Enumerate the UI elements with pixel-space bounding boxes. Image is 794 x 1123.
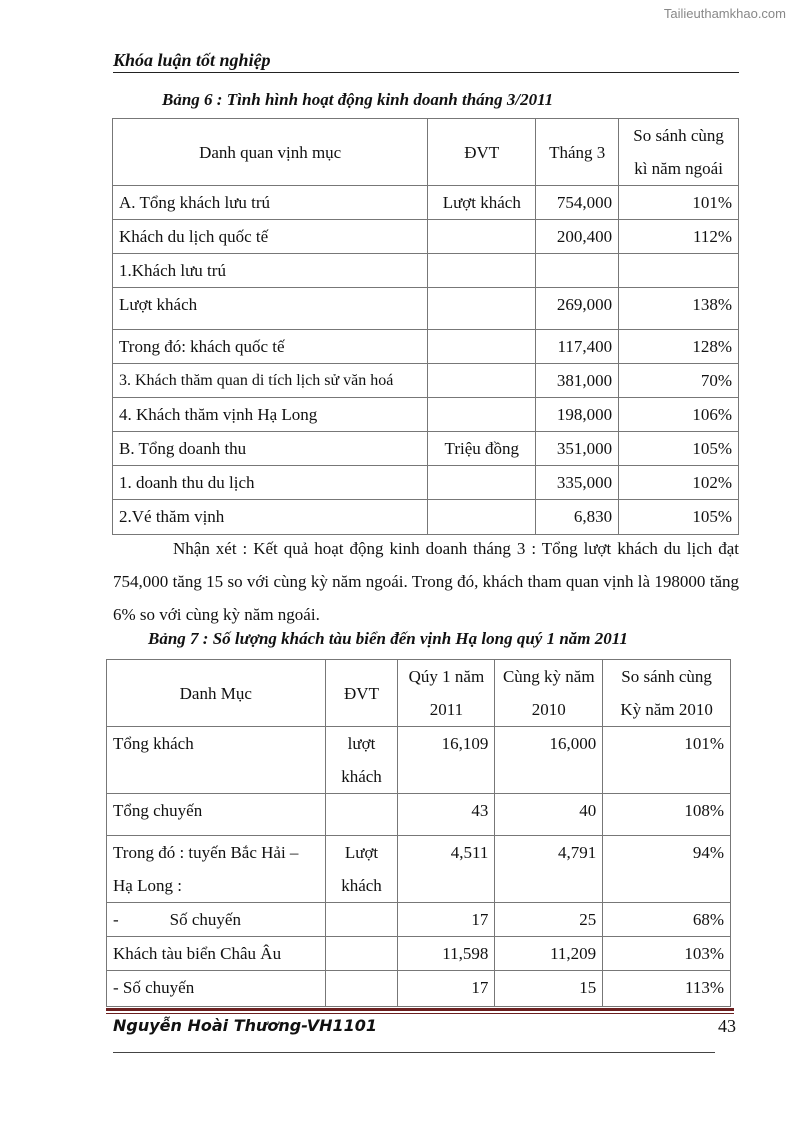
table-cell: Lượt khách [113,288,428,330]
table-cell: 68% [603,903,731,937]
page-number: 43 [718,1016,736,1036]
footer-rule-thin [106,1013,734,1014]
running-header: Khóa luận tốt nghiệp [113,50,271,70]
table-cell: 105% [619,500,739,535]
table-cell: 4,511 [398,836,495,903]
table-header-row [107,660,731,727]
table-cell: 70% [619,364,739,398]
footer-bottom-rule [113,1052,715,1053]
table-row [113,220,739,254]
table-cell: 381,000 [536,364,619,398]
header-cell: ĐVT [325,660,398,727]
table7-caption: Bảng 7 : Số lượng khách tàu biển đến vịnh Hạ long quý 1 năm 2011 [148,629,628,648]
table-cell: Trong đó: khách quốc tế [113,330,428,364]
table-cell: 17 [398,903,495,937]
table-cell: 43 [398,794,495,836]
table-cell: Trong đó : tuyến Bắc Hải – Hạ Long : [107,836,326,903]
table-cell [428,220,536,254]
table-row [113,330,739,364]
header-cell: Danh Mục [107,660,326,727]
table-cell [619,254,739,288]
table-cell: 101% [619,186,739,220]
table-cell: 128% [619,330,739,364]
table-row [113,500,739,535]
table-row [113,466,739,500]
table-row [113,432,739,466]
header-cell: Tháng 3 [536,119,619,186]
table-cell: 94% [603,836,731,903]
table-cell [428,364,536,398]
table-cell: Triệu đồng [428,432,536,466]
table-cell: 269,000 [536,288,619,330]
table-cell [428,288,536,330]
table-row [113,254,739,288]
table-cell: Khách tàu biển Châu Âu [107,937,326,971]
table-row [113,364,739,398]
table-cell: Khách du lịch quốc tế [113,220,428,254]
table-cell [428,330,536,364]
table-cell: Lượt khách [325,836,398,903]
table6-caption: Bảng 6 : Tình hình hoạt động kinh doanh tháng 3/2011 [162,90,554,109]
header-cell: So sánh cùng kì năm ngoái [619,119,739,186]
table-cell: 200,400 [536,220,619,254]
table-cell: 113% [603,971,731,1007]
table-header-row [113,119,739,186]
table-cell: 117,400 [536,330,619,364]
table-row [113,288,739,330]
table-cell: 16,109 [398,727,495,794]
table-cell: Tổng khách [107,727,326,794]
table-cell: 108% [603,794,731,836]
table-cell [536,254,619,288]
table-cell: 2.Vé thăm vịnh [113,500,428,535]
table-cell [325,937,398,971]
footer-author: Nguyễn Hoài Thương-VH1101 [113,1016,378,1035]
header-cell: Cùng kỳ năm 2010 [495,660,603,727]
table-cell: 15 [495,971,603,1007]
header-cell: Danh quan vịnh mục [113,119,428,186]
table-cell: 16,000 [495,727,603,794]
header-cell: ĐVT [428,119,536,186]
table-cell: 4,791 [495,836,603,903]
header-cell: Qúy 1 năm 2011 [398,660,495,727]
header-cell: So sánh cùng Kỳ năm 2010 [603,660,731,727]
table-cell: 198,000 [536,398,619,432]
table-cell [428,398,536,432]
table7 [106,659,731,1007]
table-cell: Tổng chuyến [107,794,326,836]
footer-rule [106,1008,734,1011]
table-cell: 335,000 [536,466,619,500]
table-cell: 106% [619,398,739,432]
table-cell [325,971,398,1007]
table-row [107,836,731,903]
table-cell: 25 [495,903,603,937]
table-row [107,903,731,937]
table-cell: lượt khách [325,727,398,794]
table-row [113,186,739,220]
table-cell: 1.Khách lưu trú [113,254,428,288]
table-cell: 101% [603,727,731,794]
table-cell: 103% [603,937,731,971]
table-row [113,398,739,432]
commentary-paragraph: Nhận xét : Kết quả hoạt động kinh doanh tháng 3 : Tổng lượt khách du lịch đạt 754,000 tăng 15 so với cùng kỳ năm ngoái. Trong đó, khách tham quan vịnh là 198000 tăng 6% so với cùng kỳ năm ngoái. [113,539,739,624]
table-cell: - Số chuyến [107,971,326,1007]
table-cell: 112% [619,220,739,254]
table-cell [428,466,536,500]
table-cell: 11,209 [495,937,603,971]
table-cell: 17 [398,971,495,1007]
table-cell: 351,000 [536,432,619,466]
table-cell: A. Tổng khách lưu trú [113,186,428,220]
table-row [107,937,731,971]
table-cell: Lượt khách [428,186,536,220]
table-cell: 138% [619,288,739,330]
table-cell [325,903,398,937]
table-row [107,794,731,836]
table-row [107,727,731,794]
watermark: Tailieuthamkhao.com [663,6,786,21]
table-cell [325,794,398,836]
table-cell [428,500,536,535]
table-cell: 1. doanh thu du lịch [113,466,428,500]
table-cell: B. Tổng doanh thu [113,432,428,466]
table-cell: 105% [619,432,739,466]
table6 [112,118,739,535]
header-rule [113,72,739,73]
table-cell: - Số chuyến [107,903,326,937]
table-cell: 102% [619,466,739,500]
table-cell: 40 [495,794,603,836]
table-cell: 6,830 [536,500,619,535]
table-cell: 754,000 [536,186,619,220]
table-cell: 3. Khách thăm quan di tích lịch sử văn hoá [113,364,428,398]
table-cell: 11,598 [398,937,495,971]
table-cell: 4. Khách thăm vịnh Hạ Long [113,398,428,432]
table-cell [428,254,536,288]
table-row [107,971,731,1007]
